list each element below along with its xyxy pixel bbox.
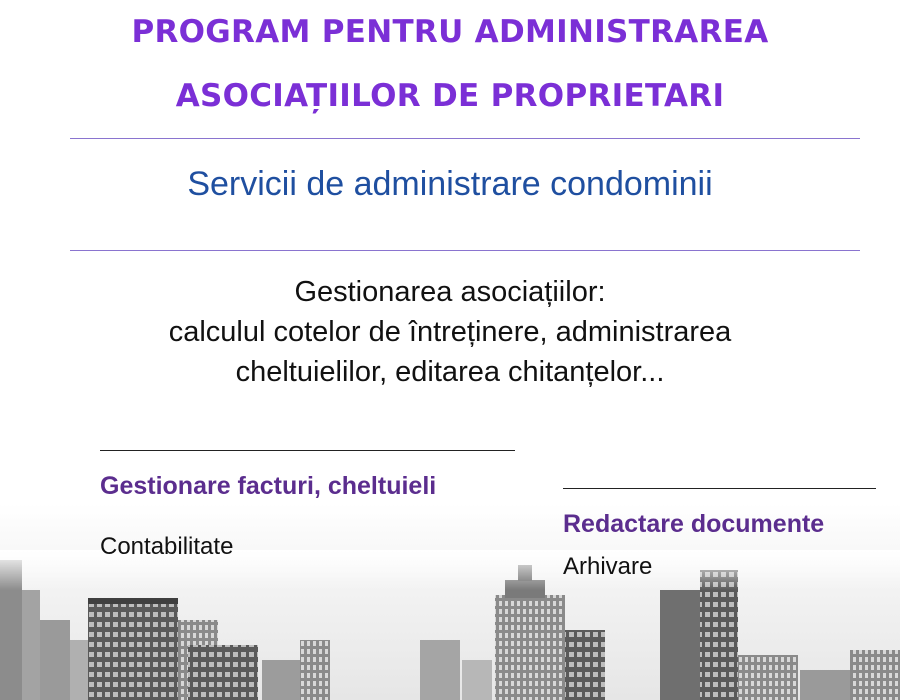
- feature-1-text: Contabilitate: [100, 533, 234, 560]
- divider-middle: [70, 250, 860, 251]
- subtitle: Servicii de administrare condominii: [187, 165, 713, 203]
- description: [0, 272, 900, 392]
- feature-1-title: Gestionare facturi, cheltuieli: [100, 472, 437, 500]
- description-line-1: Gestionarea asociațiilor:: [294, 276, 606, 308]
- divider-feature-2: [563, 488, 876, 489]
- page-title-line-2: ASOCIAȚIILOR DE PROPRIETARI: [175, 78, 725, 114]
- feature-2-text: Arhivare: [563, 553, 653, 580]
- page-title-line-1: PROGRAM PENTRU ADMINISTRAREA: [131, 14, 769, 50]
- description-line-3: cheltuielilor, editarea chitanțelor...: [235, 356, 665, 388]
- divider-feature-1: [100, 450, 515, 451]
- description-line-2: calculul cotelor de întreținere, administrarea: [168, 316, 732, 348]
- feature-2-title: Redactare documente: [563, 510, 825, 538]
- divider-top: [70, 138, 860, 139]
